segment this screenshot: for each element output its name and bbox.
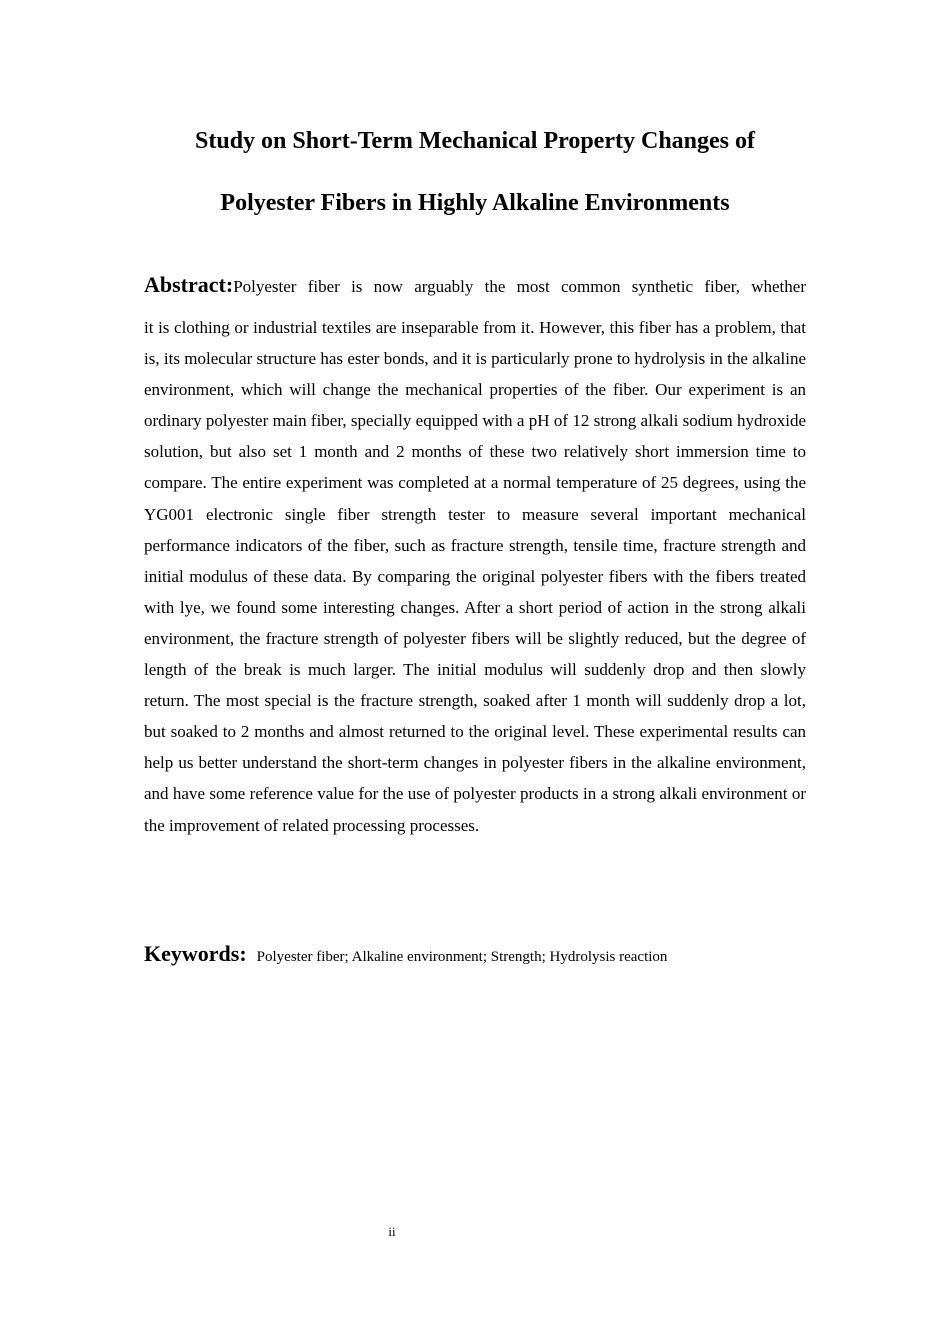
abstract-heading: Abstract: (144, 272, 234, 297)
keywords-line (144, 941, 806, 967)
keywords-heading: Keywords: (144, 941, 247, 966)
abstract-first-line-text: Polyester fiber is now arguably the most common synthetic fiber, whether (233, 277, 806, 296)
keywords-text: Polyester fiber; Alkaline environment; Strength; Hydrolysis reaction (256, 949, 668, 965)
document-title-line-2: Polyester Fibers in Highly Alkaline Environments (220, 190, 730, 216)
abstract-first-line (144, 269, 806, 303)
document-title-line-1: Study on Short-Term Mechanical Property Changes of (195, 128, 755, 154)
abstract-body: it is clothing or industrial textiles are inseparable from it. However, this fiber has a problem, that is, its molecular structure has ester bonds, and it is particularly prone to hydrolysis in the alkaline environment, which will change the mechanical properties of the fiber. Our experiment is an ordinary polyester main fiber, specially equipped with a pH of 12 strong alkali sodium hydroxide solution, but also set 1 month and 2 months of these two relatively short immersion time to compare. The entire experiment was completed at a normal temperature of 25 degrees, using the YG001 electronic single fiber strength tester to measure several important mechanical performance indicators of the fiber, such as fracture strength, tensile time, fracture strength and initial modulus of these data. By comparing the original polyester fibers with the fibers treated with lye, we found some interesting changes. After a short period of action in the strong alkali environment, the fracture strength of polyester fibers will be slightly reduced, but the degree of length of the break is much larger. The initial modulus will suddenly drop and then slowly return. The most special is the fracture strength, soaked after 1 month will suddenly drop a lot, but soaked to 2 months and almost returned to the original level. These experimental results can help us better understand the short-term changes in polyester fibers in the alkaline environment, and have some reference value for the use of polyester products in a strong alkali environment or the improvement of related processing processes. (144, 318, 806, 835)
page-number: ii (388, 1224, 396, 1239)
